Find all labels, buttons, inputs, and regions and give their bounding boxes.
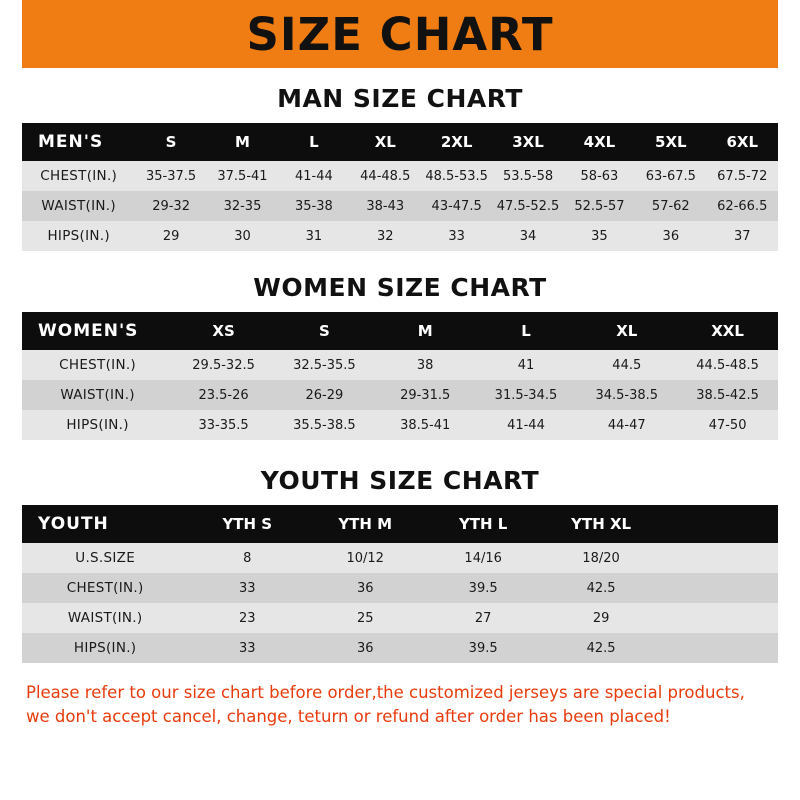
- table-row: [22, 410, 778, 440]
- youth-cell-waist-3: 29: [592, 610, 610, 626]
- women-cell-waist-3: 31.5-34.5: [494, 387, 558, 403]
- men-col-header-4: XL: [374, 133, 396, 151]
- header-left-spacer: [0, 0, 22, 68]
- youth-col-header-2: YTH M: [338, 515, 393, 533]
- men-cell-waist-7: 57-62: [651, 198, 690, 214]
- women-cell-chest-5: 44.5-48.5: [696, 357, 759, 373]
- women-col-header-4: L: [521, 322, 531, 340]
- women-cell-waist-2: 29-31.5: [400, 387, 451, 403]
- women-table-body: [22, 350, 778, 440]
- women-cell-waist-1: 26-29: [305, 387, 344, 403]
- table-row: [22, 543, 778, 573]
- table-header-row: [22, 123, 778, 161]
- men-cell-waist-6: 52.5-57: [574, 198, 625, 214]
- footer-note-line-1: Please refer to our size chart before order,the customized jerseys are special products,: [26, 683, 745, 702]
- men-cell-chest-2: 41-44: [294, 168, 333, 184]
- women-cell-chest-2: 38: [416, 357, 434, 373]
- youth-cell-hips-2: 39.5: [468, 640, 498, 656]
- men-table-body: [22, 161, 778, 251]
- men-cell-waist-0: 29-32: [152, 198, 190, 214]
- men-cell-hips-7: 36: [662, 228, 680, 244]
- men-cell-chest-0: 35-37.5: [145, 168, 197, 184]
- men-cell-waist-5: 47.5-52.5: [496, 198, 560, 214]
- youth-cell-us-size-1: 10/12: [346, 550, 384, 566]
- table-row: [22, 350, 778, 380]
- youth-cell-chest-2: 39.5: [468, 580, 498, 596]
- men-cell-chest-7: 63-67.5: [645, 168, 696, 184]
- men-col-header-2: M: [235, 133, 250, 151]
- youth-cell-hips-3: 42.5: [586, 640, 616, 656]
- youth-cell-us-size-0: 8: [243, 550, 252, 566]
- table-row: [22, 633, 778, 663]
- youth-row-label-hips: HIPS(IN.): [73, 640, 137, 656]
- women-cell-chest-4: 44.5: [612, 357, 642, 373]
- women-col-header-6: XXL: [711, 322, 744, 340]
- men-row-label-chest: CHEST(IN.): [40, 168, 118, 184]
- men-cell-hips-4: 33: [448, 228, 465, 244]
- footer-note-line-2: we don't accept cancel, change, teturn or refund after order has been placed!: [26, 706, 671, 726]
- youth-cell-hips-1: 36: [356, 640, 374, 656]
- women-cell-hips-3: 41-44: [507, 417, 545, 433]
- youth-cell-waist-1: 25: [356, 610, 374, 626]
- women-row-label-chest: CHEST(IN.): [59, 357, 136, 373]
- men-section-title: MAN SIZE CHART: [277, 84, 523, 113]
- youth-cell-chest-0: 33: [239, 580, 256, 596]
- men-col-header-5: 2XL: [440, 133, 473, 151]
- men-cell-chest-6: 58-63: [580, 168, 619, 184]
- youth-cell-chest-4: [660, 573, 778, 603]
- men-cell-waist-2: 35-38: [294, 198, 333, 214]
- header-right-spacer: [778, 0, 800, 68]
- women-cell-waist-4: 34.5-38.5: [595, 387, 659, 403]
- men-row-label-hips: HIPS(IN.): [47, 228, 110, 244]
- women-col-header-1: XS: [212, 322, 235, 340]
- men-col-header-8: 5XL: [655, 133, 687, 151]
- table-row: [22, 573, 778, 603]
- women-section-title: WOMEN SIZE CHART: [253, 273, 547, 302]
- footer-note: [22, 681, 778, 729]
- men-col-header-0: MEN'S: [38, 132, 104, 152]
- content: [0, 84, 800, 729]
- youth-cell-chest-1: 36: [356, 580, 374, 596]
- men-cell-waist-4: 43-47.5: [431, 198, 482, 214]
- table-header-row: [22, 312, 778, 350]
- men-cell-chest-1: 37.5-41: [217, 168, 268, 184]
- youth-col-header-3: YTH L: [458, 515, 508, 533]
- men-col-header-1: S: [165, 133, 177, 151]
- header-band: [0, 0, 800, 68]
- youth-col-header-1: YTH S: [222, 515, 273, 533]
- men-cell-chest-4: 48.5-53.5: [425, 168, 488, 184]
- youth-section-title: YOUTH SIZE CHART: [260, 466, 540, 495]
- women-col-header-0: WOMEN'S: [38, 321, 139, 341]
- women-cell-waist-0: 23.5-26: [198, 387, 249, 403]
- women-row-label-waist: WAIST(IN.): [60, 387, 135, 403]
- table-row: [22, 380, 778, 410]
- men-col-header-6: 3XL: [512, 133, 544, 151]
- men-cell-waist-8: 62-66.5: [717, 198, 768, 214]
- youth-cell-chest-3: 42.5: [586, 580, 616, 596]
- women-cell-chest-3: 41: [517, 357, 535, 373]
- men-cell-hips-2: 31: [305, 228, 323, 244]
- men-cell-waist-1: 32-35: [223, 198, 262, 214]
- youth-cell-us-size-4: [660, 543, 778, 573]
- men-cell-hips-6: 35: [591, 228, 608, 244]
- youth-row-label-waist: WAIST(IN.): [67, 610, 143, 626]
- women-cell-chest-1: 32.5-35.5: [293, 357, 356, 373]
- men-col-header-7: 4XL: [583, 133, 616, 151]
- table-row: [22, 603, 778, 633]
- men-cell-chest-3: 44-48.5: [360, 168, 411, 184]
- youth-col-header-0: YOUTH: [38, 514, 109, 534]
- men-cell-hips-5: 34: [519, 228, 537, 244]
- youth-cell-us-size-2: 14/16: [464, 550, 502, 566]
- youth-cell-waist-0: 23: [239, 610, 256, 626]
- women-cell-chest-0: 29.5-32.5: [192, 357, 255, 373]
- men-row-label-waist: WAIST(IN.): [41, 198, 116, 214]
- table-row: [22, 161, 778, 191]
- youth-cell-hips-0: 33: [239, 640, 256, 656]
- youth-row-label-us-size: U.S.SIZE: [75, 550, 136, 566]
- men-cell-hips-3: 32: [376, 228, 394, 244]
- men-cell-chest-8: 67.5-72: [717, 168, 768, 184]
- women-size-table: [22, 312, 778, 440]
- women-col-header-5: XL: [616, 322, 638, 340]
- men-cell-hips-1: 30: [234, 228, 251, 244]
- women-cell-hips-4: 44-47: [607, 417, 646, 433]
- men-cell-hips-8: 37: [733, 228, 751, 244]
- women-col-header-3: M: [417, 322, 433, 340]
- youth-col-header-4: YTH XL: [571, 515, 632, 533]
- women-cell-hips-5: 47-50: [708, 417, 747, 433]
- men-cell-chest-5: 53.5-58: [502, 168, 554, 184]
- men-col-header-9: 6XL: [726, 133, 759, 151]
- table-row: [22, 221, 778, 251]
- women-table-header: [22, 312, 778, 350]
- men-size-table: [22, 123, 778, 251]
- women-cell-hips-2: 38.5-41: [400, 417, 451, 433]
- women-cell-hips-1: 35.5-38.5: [293, 417, 356, 433]
- youth-cell-waist-2: 27: [474, 610, 492, 626]
- table-row: [22, 191, 778, 221]
- table-header-row: [22, 505, 778, 543]
- women-cell-hips-0: 33-35.5: [198, 417, 249, 433]
- youth-row-label-chest: CHEST(IN.): [66, 580, 144, 596]
- men-cell-waist-3: 38-43: [366, 198, 405, 214]
- youth-size-table: [22, 505, 778, 663]
- men-table-header: [22, 123, 778, 161]
- youth-cell-us-size-3: 18/20: [582, 550, 620, 566]
- youth-table-body: [22, 543, 778, 663]
- men-cell-hips-0: 29: [162, 228, 180, 244]
- women-cell-waist-5: 38.5-42.5: [696, 387, 759, 403]
- youth-table-header: [22, 505, 778, 543]
- youth-cell-hips-4: [660, 633, 778, 663]
- men-col-header-3: L: [309, 133, 319, 151]
- youth-col-header-5: [660, 505, 778, 543]
- women-col-header-2: S: [318, 322, 330, 340]
- women-row-label-hips: HIPS(IN.): [66, 417, 129, 433]
- youth-cell-waist-4: [660, 603, 778, 633]
- page-title: SIZE CHART: [246, 7, 554, 61]
